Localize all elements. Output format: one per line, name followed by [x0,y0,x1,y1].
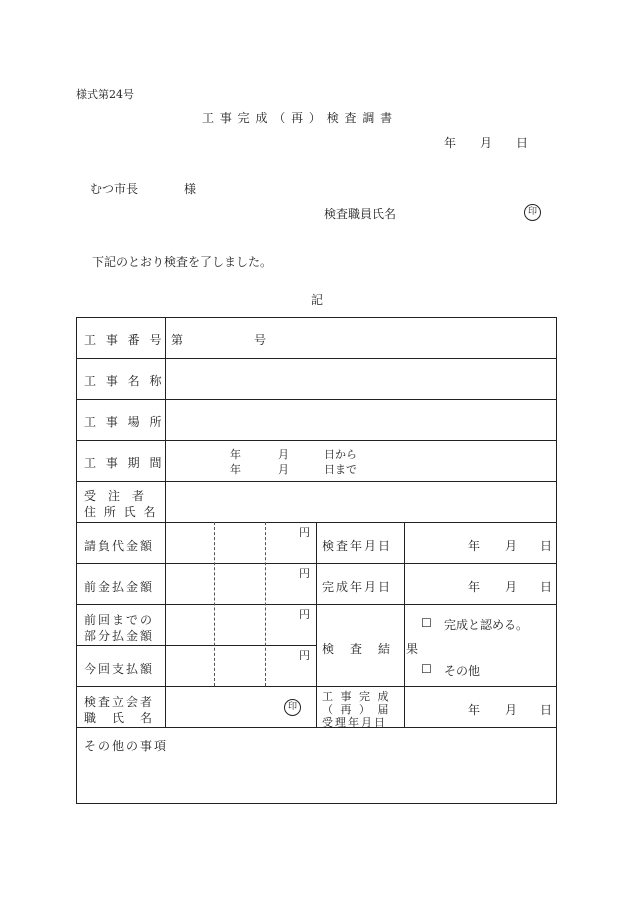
receipt-label-line1: 工 事 完 成 [322,690,391,703]
result-complete-checkbox-icon[interactable]: ☐ [421,616,432,630]
receipt-date-month: 月 [505,703,518,717]
header-date-month: 月 [480,136,493,150]
result-other-label: その他 [444,664,481,678]
period-from-month: 月 [278,448,289,461]
witness-field[interactable] [170,690,280,723]
prior-partial-label-line1: 前回までの [84,613,155,627]
prior-partial-label-line2: 部分払金額 [84,629,155,643]
contract-amount-label: 請負代金額 [84,539,155,553]
prior-partial-field[interactable] [170,608,312,641]
work-number-suffix: 号 [254,333,267,347]
work-place-label: 工 事 場 所 [84,415,165,429]
completion-date-day: 日 [540,580,553,594]
period-to-day: 日まで [324,463,357,476]
result-complete-label: 完成と認める。 [444,618,529,632]
advance-payment-label: 前金払金額 [84,580,155,594]
document-title: 工 事 完 成 （ 再 ） 検 査 調 書 [202,111,394,125]
work-period-label: 工 事 期 間 [84,456,165,470]
current-payment-label: 今回支払額 [84,662,155,676]
completion-date-label: 完成年月日 [322,580,393,594]
contract-amount-unit: 円 [299,526,310,539]
witness-label-line1: 検査立会者 [84,695,155,709]
receipt-label-line3: 受理年月日 [322,716,387,729]
header-date-year: 年 [444,136,457,150]
contractor-label-line2: 住 所 氏 名 [84,505,158,519]
header-date-day: 日 [516,136,529,150]
contract-amount-field[interactable] [170,526,312,559]
receipt-label-line2: （ 再 ） 届 [322,703,391,716]
addressee-name: むつ市長 [90,182,139,196]
intro-text: 下記のとおり検査を了しました。 [92,255,273,269]
receipt-date-year: 年 [468,703,481,717]
prior-partial-unit: 円 [299,608,310,621]
work-place-field[interactable] [170,403,552,436]
period-from-year: 年 [230,448,241,461]
completion-date-year: 年 [468,580,481,594]
inspection-date-label: 検査年月日 [322,539,393,553]
inspection-date-year: 年 [468,539,481,553]
advance-payment-unit: 円 [299,567,310,580]
period-from-day: 日から [324,448,357,461]
ki-label: 記 [311,293,324,307]
advance-payment-field[interactable] [170,567,312,600]
current-payment-field[interactable] [170,649,312,682]
contractor-label-line1 [84,487,158,504]
other-matters-field[interactable] [82,756,552,798]
form-number: 様式第24号 [76,88,134,101]
witness-label-line2: 職 氏 名 [84,711,155,725]
completion-date-month: 月 [505,580,518,594]
contractor-line1-text: 受 注 者 [84,489,145,503]
work-name-field[interactable] [170,362,552,395]
period-to-year: 年 [230,463,241,476]
work-name-label: 工 事 名 称 [84,374,165,388]
current-payment-unit: 円 [299,649,310,662]
work-number-label: 工 事 番 号 [84,333,165,347]
period-to-month: 月 [278,463,289,476]
receipt-date-day: 日 [540,703,553,717]
result-other-checkbox-icon[interactable]: ☐ [421,662,432,676]
inspector-label: 検査職員氏名 [324,207,397,221]
inspection-result-label: 検 査 結 果 [322,642,421,656]
contractor-field[interactable] [170,485,552,518]
witness-seal-icon: 印 [284,699,301,716]
addressee-honorific: 様 [184,182,197,196]
work-number-field[interactable] [184,322,250,354]
inspection-date-day: 日 [540,539,553,553]
inspection-date-month: 月 [505,539,518,553]
other-matters-label: その他の事項 [84,739,169,753]
work-number-prefix: 第 [171,333,184,347]
inspector-seal-icon: 印 [524,204,541,221]
